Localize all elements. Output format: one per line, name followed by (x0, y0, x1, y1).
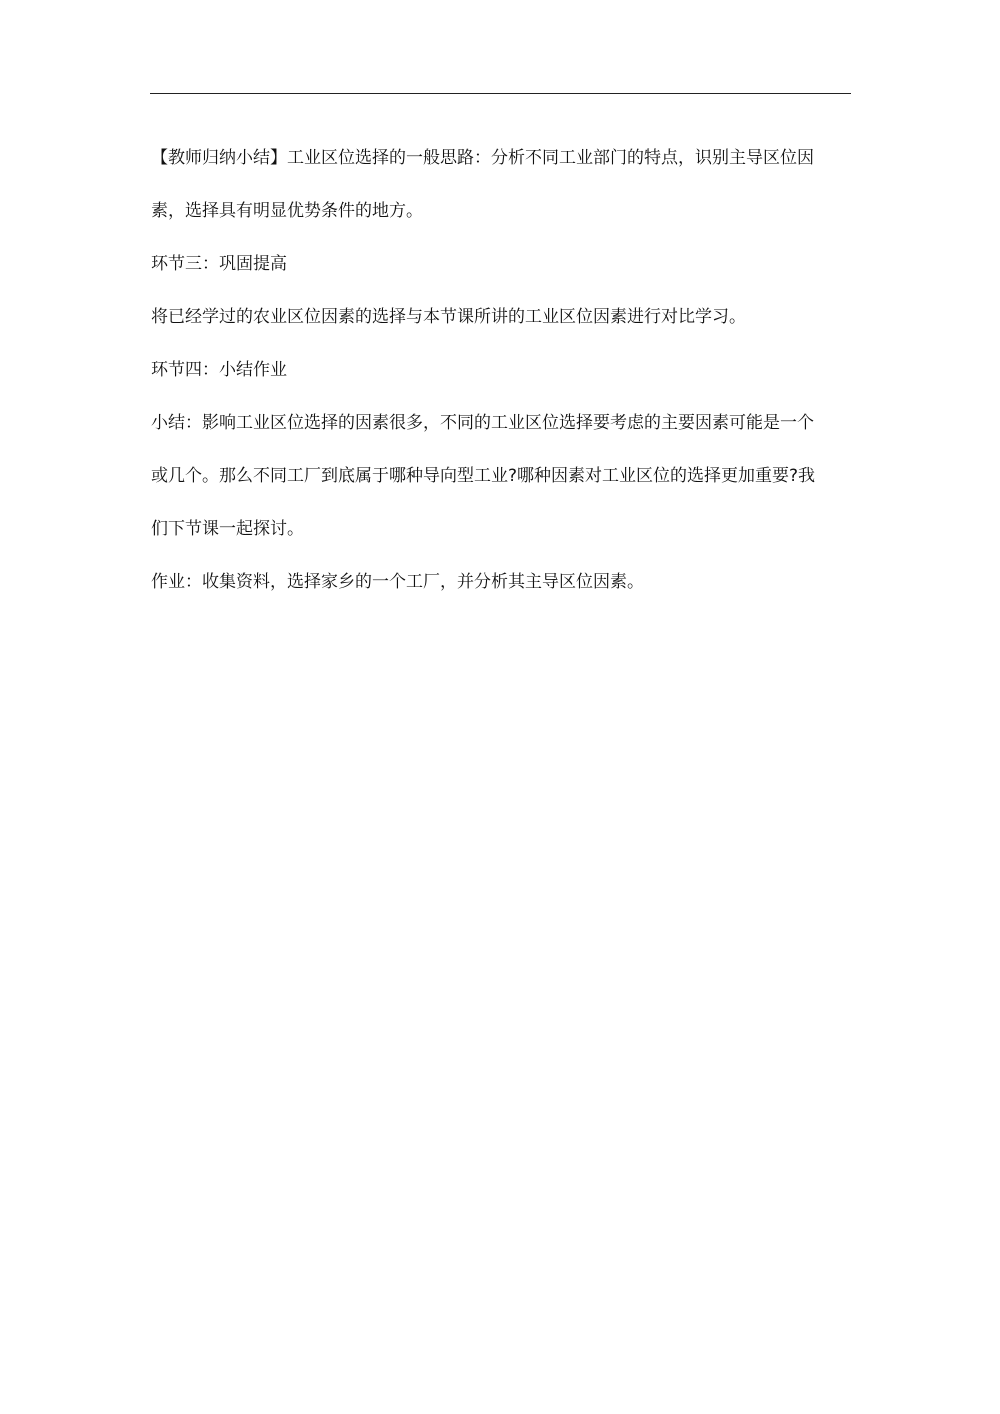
conclusion-line-3: 们下节课一起探讨。 (151, 519, 304, 539)
section-heading-3: 环节三：巩固提高 (151, 254, 287, 274)
summary-line-1: 【教师归纳小结】工业区位选择的一般思路：分析不同工业部门的特点，识别主导区位因 (151, 148, 814, 168)
comparison-text: 将已经学过的农业区位因素的选择与本节课所讲的工业区位因素进行对比学习。 (151, 307, 746, 327)
section-heading-4: 环节四：小结作业 (151, 360, 287, 380)
summary-line-2: 素，选择具有明显优势条件的地方。 (151, 201, 423, 221)
conclusion-line-1: 小结：影响工业区位选择的因素很多，不同的工业区位选择要考虑的主要因素可能是一个 (151, 413, 814, 433)
conclusion-line-2: 或几个。那么不同工厂到底属于哪种导向型工业?哪种因素对工业区位的选择更加重要?我 (151, 466, 816, 486)
header-rule (150, 93, 851, 94)
homework-text: 作业：收集资料，选择家乡的一个工厂，并分析其主导区位因素。 (151, 572, 644, 592)
document-body (151, 132, 851, 609)
